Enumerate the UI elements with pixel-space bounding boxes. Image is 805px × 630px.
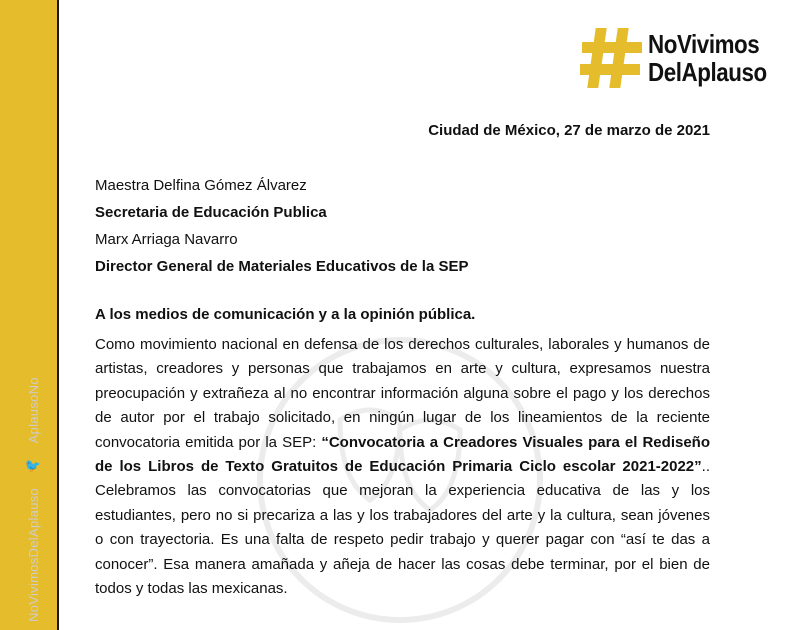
letter-body: [95, 333, 710, 601]
sidebar-handle: NoVivimosDelAplauso: [25, 487, 41, 622]
body-part-2: .. Celebramos las convocatorias que mejoran la experiencia educativa de las y los estudiantes, pero no si precariza a las y los trabajadores del arte y la cultura, sean jóvenes o con trayectoria. Es una falta de respeto pedir trabajo y querer pagar con “así te das a conocer”. Esa manera amañada y añeja de hacer las cosas debe terminar, por el bien de todos y todas las mexicanas.: [95, 458, 710, 598]
body-call-title: “Convocatoria a Creadores Visuales para el Rediseño de los Libros de Texto Gratuitos de Educación Primaria Ciclo escolar 2021-2022”: [95, 433, 710, 476]
logo-line2: DelAplauso: [648, 57, 767, 87]
letter-date: Ciudad de México, 27 de marzo de 2021: [428, 122, 710, 139]
logo-wordmark: [648, 30, 767, 86]
sidebar-twitter: AplausoNo: [25, 377, 41, 444]
sidebar-inner-strip: [57, 0, 73, 630]
body-part-1: Como movimiento nacional en defensa de los derechos culturales, laborales y humanos de artistas, creadores y personas que trabajamos en arte y cultura, expresamos nuestra preocupación y extrañeza al no encontrar información alguna sobre el pago y los derechos de autor por el trabajo solicitado, en ningún lugar de los lineamientos de la reciente convocatoria emitida por la SEP:: [95, 336, 710, 451]
hashtag-icon: [580, 26, 644, 90]
recipients-block: [95, 172, 468, 280]
sidebar-text: [25, 377, 41, 622]
sidebar-band: [0, 0, 57, 630]
twitter-bird-icon: 🐦: [24, 457, 42, 473]
letter-subject: A los medios de comunicación y a la opinión pública.: [95, 306, 476, 323]
recipient-name-2: Marx Arriaga Navarro: [95, 231, 238, 248]
logo: [580, 25, 775, 91]
logo-line1: NoVivimos: [648, 29, 760, 59]
recipient-title-1: Secretaria de Educación Publica: [95, 204, 327, 221]
recipient-name-1: Maestra Delfina Gómez Álvarez: [95, 177, 307, 194]
recipient-title-2: Director General de Materiales Educativos de la SEP: [95, 258, 469, 275]
